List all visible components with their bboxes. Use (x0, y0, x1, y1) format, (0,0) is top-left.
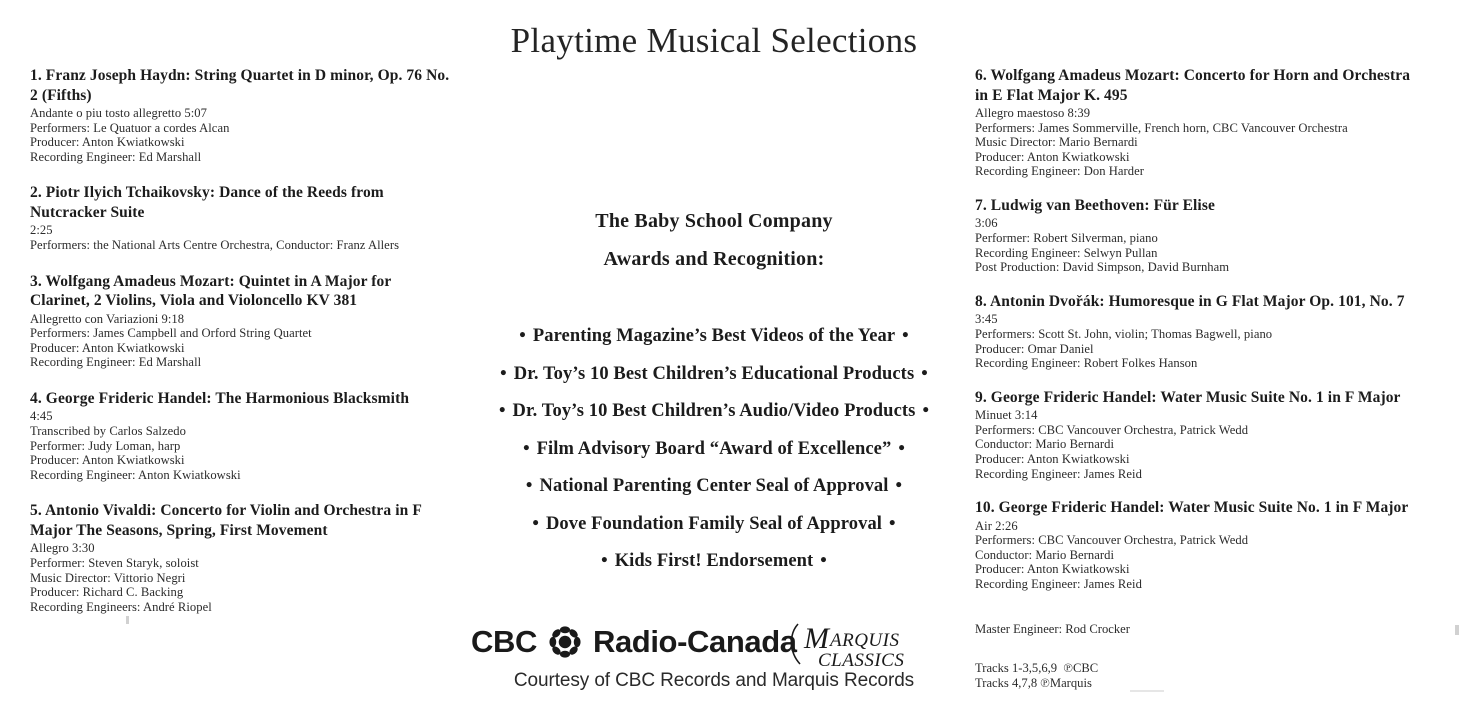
track-meta-line: Producer: Anton Kwiatkowski (30, 340, 185, 355)
track-meta-line: Recording Engineer: James Reid (975, 577, 1142, 592)
radio-canada-wordmark: Radio-Canada (592, 624, 797, 659)
courtesy-line: Courtesy of CBC Records and Marquis Records (513, 670, 915, 691)
bullet-icon: • (498, 401, 506, 421)
scan-artifact (1130, 690, 1164, 692)
awards-list (468, 318, 960, 581)
track-meta-line: Recording Engineer: Don Harder (975, 164, 1145, 179)
bullet-icon: • (532, 513, 539, 534)
right-track-column (975, 66, 1425, 691)
track-entry (30, 183, 450, 252)
award-label: National Parenting Center Seal of Approval (539, 476, 889, 496)
award-item (468, 543, 960, 581)
track-entry (30, 272, 450, 370)
award-item (468, 431, 960, 469)
svg-text:CLASSICS: CLASSICS (818, 650, 905, 671)
track-meta-line: Performers: CBC Vancouver Orchestra, Patrick Wedd (975, 422, 1249, 437)
track-entry (975, 292, 1425, 371)
track-meta-line: Producer: Anton Kwiatkowski (975, 562, 1130, 577)
copyright-block (975, 661, 1425, 691)
bullet-icon: • (601, 551, 608, 571)
award-item (468, 506, 960, 544)
track-meta-line: 4:45 (30, 409, 53, 424)
track-meta-line: Performers: James Sommerville, French horn, CBC Vancouver Orchestra (975, 120, 1348, 135)
track-meta-line: 3:45 (975, 312, 998, 327)
bullet-icon: • (921, 363, 928, 384)
cbc-wordmark: CBC (471, 624, 537, 659)
bullet-icon: • (820, 551, 827, 571)
track-title: 7. Ludwig van Beethoven: Für Elise (975, 196, 1215, 214)
track-meta-line: Allegro 3:30 (30, 541, 95, 556)
track-entry (975, 196, 1425, 275)
bullet-icon: • (500, 363, 507, 384)
award-label: Kids First! Endorsement (614, 551, 814, 571)
track-meta-line: Minuet 3:14 (975, 408, 1038, 423)
track-title: 8. Antonin Dvořák: Humoresque in G Flat Major Op. 101, No. 7 (975, 292, 1405, 310)
track-meta-line: Performers: the National Arts Centre Orchestra, Conductor: Franz Allers (30, 237, 400, 252)
track-meta-line: Music Director: Mario Bernardi (975, 135, 1138, 150)
award-label: Film Advisory Board “Award of Excellence” (536, 438, 892, 459)
award-label: Dove Foundation Family Seal of Approval (545, 513, 883, 534)
track-entry (30, 501, 450, 614)
track-meta-line: Air 2:26 (975, 518, 1018, 533)
track-meta-line: Performer: Judy Loman, harp (30, 438, 181, 453)
track-entry (975, 498, 1425, 591)
track-title: 9. George Frideric Handel: Water Music Suite No. 1 in F Major (975, 388, 1401, 406)
track-meta-line: Recording Engineer: Robert Folkes Hanson (975, 356, 1198, 371)
track-meta-line: Recording Engineer: Ed Marshall (30, 355, 202, 370)
track-meta-line: Conductor: Mario Bernardi (975, 547, 1115, 562)
copyright-line: Tracks 4,7,8 ℗Marquis (975, 675, 1092, 690)
track-meta-line: Allegretto con Variazioni 9:18 (30, 311, 185, 326)
award-label: Dr. Toy’s 10 Best Children’s Educational Products (513, 363, 915, 384)
award-item (468, 393, 960, 431)
logo-row (468, 618, 960, 691)
page-title: Playtime Musical Selections (510, 21, 918, 60)
track-meta-line: Producer: Richard C. Backing (30, 585, 184, 600)
track-meta-line: Producer: Anton Kwiatkowski (30, 453, 185, 468)
bullet-icon: • (895, 476, 903, 496)
track-meta-line: Recording Engineer: Selwyn Pullan (975, 245, 1158, 260)
award-item (468, 318, 960, 356)
track-meta-line: Performers: Le Quatuor a cordes Alcan (30, 120, 230, 135)
track-meta-line: Performers: Scott St. John, violin; Thomas Bagwell, piano (975, 326, 1273, 341)
track-title: 1. Franz Joseph Haydn: String Quartet in D minor, Op. 76 No. 2 (Fifths) (30, 67, 450, 104)
left-track-column (30, 66, 450, 633)
track-meta-line: Transcribed by Carlos Salzedo (30, 424, 186, 439)
track-title: 3. Wolfgang Amadeus Mozart: Quintet in A Major for Clarinet, 2 Violins, Viola and Violoncello KV 381 (30, 272, 392, 310)
award-label: Dr. Toy’s 10 Best Children’s Audio/Video Products (512, 401, 916, 421)
awards-heading (468, 202, 960, 278)
master-engineer-line: Master Engineer: Rod Crocker (975, 621, 1130, 636)
bullet-icon: • (523, 438, 530, 459)
track-title: 5. Antonio Vivaldi: Concerto for Violin and Orchestra in F Major The Seasons, Spring, First Movement (30, 502, 422, 539)
bullet-icon: • (898, 438, 905, 459)
scan-artifact (1455, 625, 1459, 635)
track-meta-line: Performer: Robert Silverman, piano (975, 231, 1158, 246)
track-meta-line: Recording Engineer: James Reid (975, 466, 1142, 481)
track-title: 6. Wolfgang Amadeus Mozart: Concerto for Horn and Orchestra in E Flat Major K. 495 (975, 67, 1411, 104)
awards-heading-line-2: Awards and Recognition: (603, 248, 825, 270)
copyright-line: Tracks 1-3,5,6,9 ℗CBC (975, 660, 1099, 675)
cbc-gem-icon (546, 623, 584, 661)
track-meta-line: Recording Engineer: Anton Kwiatkowski (30, 467, 241, 482)
center-column (468, 20, 960, 597)
track-meta-line: 3:06 (975, 216, 998, 231)
track-meta-line: Producer: Anton Kwiatkowski (975, 149, 1130, 164)
track-meta-line: Allegro maestoso 8:39 (975, 106, 1091, 120)
track-meta-line: Performers: James Campbell and Orford String Quartet (30, 326, 312, 341)
track-meta-line: Recording Engineer: Ed Marshall (30, 149, 202, 164)
track-entry (30, 66, 450, 164)
award-label: Parenting Magazine’s Best Videos of the Year (532, 326, 896, 346)
track-title: 2. Piotr Ilyich Tchaikovsky: Dance of the Reeds from Nutcracker Suite (30, 184, 384, 221)
bullet-icon: • (525, 476, 533, 496)
svg-text:M: M (804, 622, 829, 655)
cbc-radio-canada-logo (471, 623, 797, 661)
track-meta-line: Producer: Anton Kwiatkowski (975, 452, 1130, 466)
bullet-icon: • (922, 401, 930, 421)
track-entry (30, 389, 450, 482)
track-meta-line: Music Director: Vittorio Negri (30, 570, 186, 585)
awards-heading-line-1: The Baby School Company (595, 210, 833, 232)
track-title: 4. George Frideric Handel: The Harmonious Blacksmith (30, 389, 410, 407)
track-entry (975, 66, 1425, 179)
track-meta-line: Performers: CBC Vancouver Orchestra, Patrick Wedd (975, 533, 1249, 548)
track-meta-line: Recording Engineers: André Riopel (30, 599, 212, 614)
track-title: 10. George Frideric Handel: Water Music Suite No. 1 in F Major (975, 499, 1409, 517)
track-meta-line: Producer: Anton Kwiatkowski (30, 135, 185, 150)
award-item (468, 356, 960, 394)
track-meta-line: Post Production: David Simpson, David Burnham (975, 260, 1230, 275)
svg-text:ARQUIS: ARQUIS (830, 630, 900, 651)
track-meta-line: 2:25 (30, 223, 53, 238)
marquis-classics-logo (788, 618, 938, 674)
track-meta-line: Conductor: Mario Bernardi (975, 437, 1115, 452)
scan-artifact (126, 616, 129, 624)
track-meta-line: Andante o piu tosto allegretto 5:07 (30, 106, 207, 120)
award-item (468, 468, 960, 506)
track-meta-line: Performer: Steven Staryk, soloist (30, 556, 199, 570)
right-tracks-host (975, 66, 1425, 592)
bullet-icon: • (902, 326, 909, 346)
bullet-icon: • (519, 326, 526, 346)
bullet-icon: • (889, 513, 896, 534)
track-meta-line: Producer: Omar Daniel (975, 341, 1094, 356)
track-entry (975, 388, 1425, 481)
